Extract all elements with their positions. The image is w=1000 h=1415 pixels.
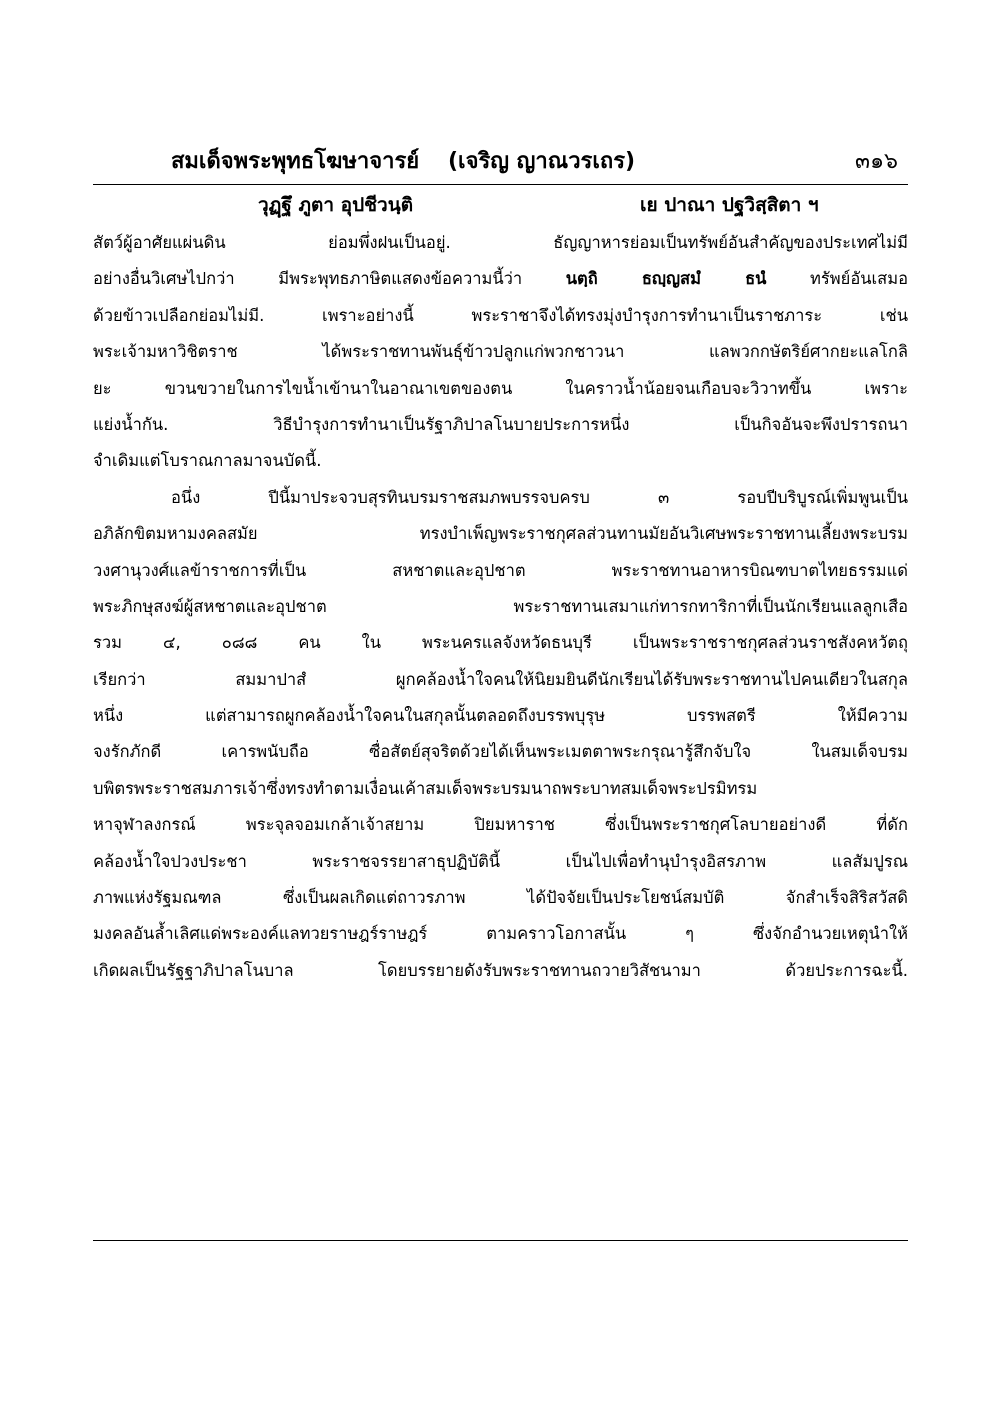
text-line: พระภิกษุสงฆ์ผู้สหชาตและอุปชาต พระราชทานเสมาแก่ทารกทาริกาที่เป็นนักเรียนแลลูกเสือ [93,596,908,616]
text-line: สัตว์ผู้อาศัยแผ่นดิน ย่อมพึ่งฝนเป็นอยู่. ธัญญาหารย่อมเป็นทรัพย์อันสำคัญของประเทศไม่มี [93,233,908,252]
text-line: อภิลักขิตมหามงคลสมัย ทรงบำเพ็ญพระราชกุศลส่วนทานมัยอันวิเศษพระราชทานเลี้ยงพระบรม [93,524,908,544]
text-line: เกิดผลเป็นรัฐฐาภิปาลโนบาล โดยบรรยายดังรับพระราชทานถวายวิสัชนามา ด้วยประการฉะนี้. [93,960,908,980]
header-subtitle: (เจริญ ญาณวรเถร) [448,149,636,174]
footer-rule [93,1240,908,1241]
text-line: แย่งน้ำกัน. วิธีบำรุงการทำนาเป็นรัฐาภิปาลโนบายประการหนึ่ง เป็นกิจอันจะพึงปรารถนา [93,414,908,434]
verse-right: เย ปาณา ปฐวิสฺสิตา ฯ [640,194,819,216]
text-line: จงรักภักดี เคารพนับถือ ซื่อสัตย์สุจริตด้วยได้เห็นพระเมตตาพระกรุณารู้สึกจับใจ ในสมเด็จบรม [93,742,908,762]
text-line: อนึ่ง ปีนี้มาประจวบสุรทินบรมราชสมภพบรรจบครบ ๓ รอบปีบริบูรณ์เพิ่มพูนเป็น [171,487,908,507]
text-line: อย่างอื่นวิเศษไปกว่า มีพระพุทธภาษิตแสดงข้อความนี้ว่า นตฺถิ ธญฺญสมํ ธนํ ทรัพย์อันเสมอ [93,269,908,289]
text-line: หนึ่ง แต่สามารถผูกคล้องน้ำใจคนในสกุลนั้นตลอดถึงบรรพบุรุษ บรรพสตรี ให้มีความ [93,706,908,726]
text-line: เรียกว่า สมมาปาสํ ผูกคล้องน้ำใจคนให้นิยมยินดีนักเรียนได้รับพระราชทานไปคนเดียวในสกุล [93,669,908,689]
body-text [93,225,908,989]
verse-left: วุฏฺฐึ ภูตา อุปชีวนฺติ [258,194,414,216]
pali-quote: นตฺถิ ธญฺญสมํ ธนํ [565,269,767,289]
text-line: ภาพแห่งรัฐมณฑล ซึ่งเป็นผลเกิดแต่ถาวรภาพ ได้ปัจจัยเป็นประโยชน์สมบัติ จักสำเร็จสิริสวัสดิ [93,888,908,908]
text-line: คล้องน้ำใจปวงประชา พระราชจรรยาสาธุปฏิบัตินี้ เป็นไปเพื่อทำนุบำรุงอิสรภาพ แลสัมปูรณ [93,851,908,871]
header-title: สมเด็จพระพุทธโฆษาจารย์ [171,149,420,174]
text-line: จำเดิมแต่โบราณกาลมาจนบัดนี้. [93,451,322,471]
text-line: รวม ๔, ๐๘๘ คน ใน พระนครแลจังหวัดธนบุรี เป็นพระราชราชกุศลส่วนราชสังคหวัตถุ [93,633,908,653]
text-line: ยะ ขวนขวายในการไขน้ำเข้านาในอาณาเขตของตน ในคราวน้ำน้อยจนเกือบจะวิวาทขึ้น เพราะ [93,378,908,398]
page-number: ๓๑๖ [855,149,898,174]
text-line: ด้วยข้าวเปลือกย่อมไม่มี. เพราะอย่างนี้ พระราชาจึงได้ทรงมุ่งบำรุงการทำนาเป็นราชภาระ เช่น [93,305,908,325]
text-line: วงศานุวงศ์แลข้าราชการที่เป็น สหชาตและอุปชาต พระราชทานอาหารบิณฑบาตไทยธรรมแด่ [93,560,908,580]
text-line: บพิตรพระราชสมภารเจ้าซึ่งทรงทำตามเงื่อนเค้าสมเด็จพระบรมนาถพระบาทสมเด็จพระปรมิทรม [93,778,758,798]
text-line: หาจุฬาลงกรณ์ พระจุลจอมเกล้าเจ้าสยาม ปิยมหาราช ซึ่งเป็นพระราชกุศโลบายอย่างดี ที่ดัก [93,815,908,835]
page-header [93,143,908,181]
text-line: พระเจ้ามหาวิชิตราช ได้พระราชทานพันธุ์ข้าวปลูกแก่พวกชาวนา แลพวกกษัตริย์ศากยะแลโกลิ [93,342,908,362]
header-rule [93,184,908,185]
text-line: มงคลอันล้ำเลิศแด่พระองค์แลทวยราษฎร์ราษฎร์ ตามคราวโอกาสนั้น ๆ ซึ่งจักอำนวยเหตุนำให้ [93,924,908,944]
